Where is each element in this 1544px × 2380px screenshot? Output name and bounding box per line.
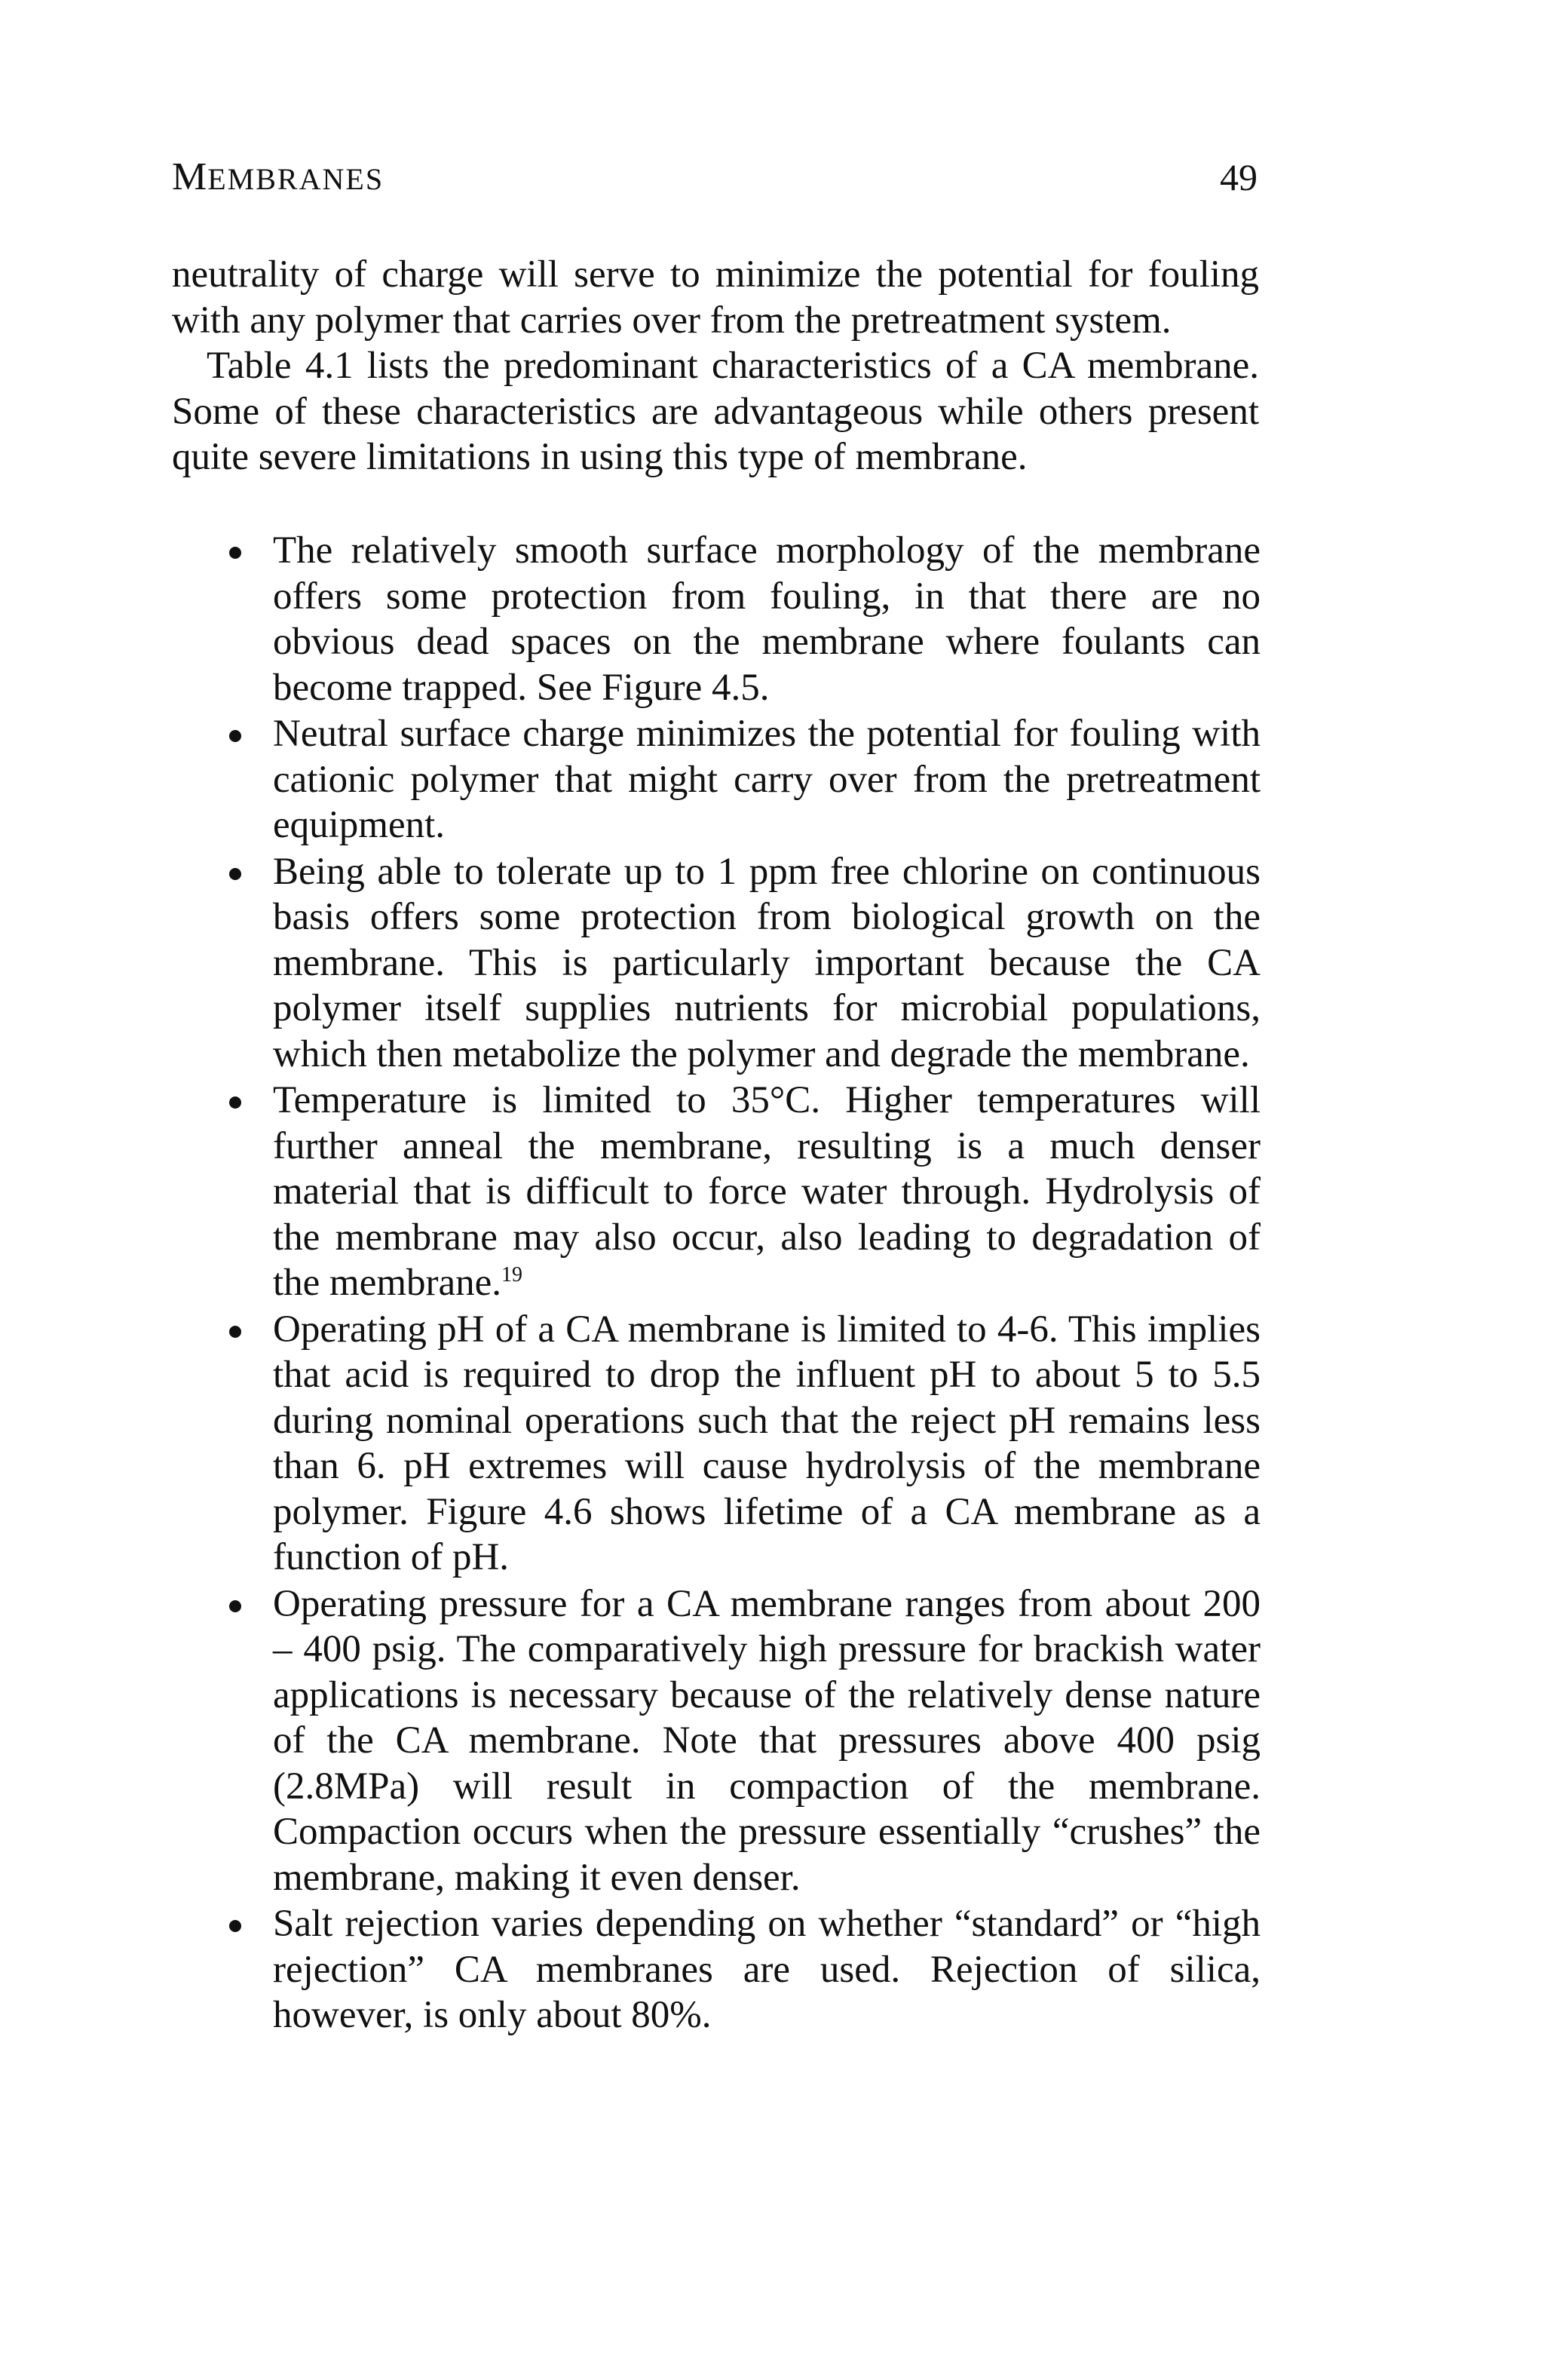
bullet-icon	[229, 868, 241, 880]
list-item-text: Being able to tolerate up to 1 ppm free chlorine on continuous basis offers some protection from biological growth on the membrane. This is particularly important because the CA polymer itself supplies nutrients for microbial populations, which then metabolize the polymer and degrade the membrane.	[273, 850, 1261, 1075]
list-item-text: Operating pH of a CA membrane is limited to 4-6. This implies that acid is required to drop the influent pH to about 5 to 5.5 during nominal operations such that the reject pH remains less than 6. pH extremes will cause hydrolysis of the membrane polymer. Figure 4.6 shows lifetime of a CA membrane as a function of pH.	[273, 1308, 1261, 1578]
list-item	[273, 1581, 1261, 1901]
body-text	[172, 252, 1259, 480]
footnote-marker: 19	[501, 1263, 523, 1287]
bullet-icon	[229, 730, 241, 742]
characteristics-list	[273, 528, 1261, 2039]
running-title	[172, 151, 384, 206]
list-item	[273, 1901, 1261, 2038]
paragraph-continued: neutrality of charge will serve to minimize the potential for fouling with any polymer that carries over from the pretreatment system.	[172, 253, 1259, 342]
list-item	[273, 711, 1261, 848]
list-item-text: Salt rejection varies depending on whether “standard” or “high rejection” CA membranes are used. Rejection of silica, however, is only about 80%.	[273, 1903, 1261, 2036]
bullet-icon	[229, 547, 241, 559]
page-number: 49	[1220, 156, 1258, 198]
list-item	[273, 528, 1261, 710]
running-head	[172, 151, 1258, 204]
list-item	[273, 1307, 1261, 1581]
list-item-text: Operating pressure for a CA membrane ranges from about 200 – 400 psig. The comparatively high pressure for brackish water applications is necessary because of the relatively dense nature of the CA membrane. Note that pressures above 400 psig (2.8MPa) will result in compaction of the membrane. Compaction occurs when the pressure essentially “crushes” the membrane, making it even denser.	[273, 1582, 1261, 1899]
list-item-text: Temperature is limited to 35°C. Higher temperatures will further anneal the membrane, resulting is a much denser material that is difficult to force water through. Hydrolysis of the membrane may also occur, also leading to degradation of the membrane.	[273, 1079, 1261, 1304]
bullet-icon	[229, 1326, 241, 1338]
paragraph-table-reference: Table 4.1 lists the predominant characteristics of a CA membrane. Some of these characteristics are advantageous while others present quite severe limitations in using this type of membrane.	[172, 345, 1259, 478]
list-item-text: Neutral surface charge minimizes the potential for fouling with cationic polymer that might carry over from the pretreatment equipment.	[273, 713, 1261, 846]
running-title-initial: M	[172, 155, 208, 198]
bullet-icon	[229, 1920, 241, 1932]
bullet-icon	[229, 1600, 241, 1612]
running-title-smallcaps: EMBRANES	[207, 162, 384, 196]
list-item	[273, 849, 1261, 1078]
list-item	[273, 1078, 1261, 1306]
bullet-icon	[229, 1096, 241, 1109]
list-item-text: The relatively smooth surface morphology of the membrane offers some protection from fouling, in that there are no obvious dead spaces on the membrane where foulants can become trapped. See Figure 4.5.	[273, 529, 1261, 709]
